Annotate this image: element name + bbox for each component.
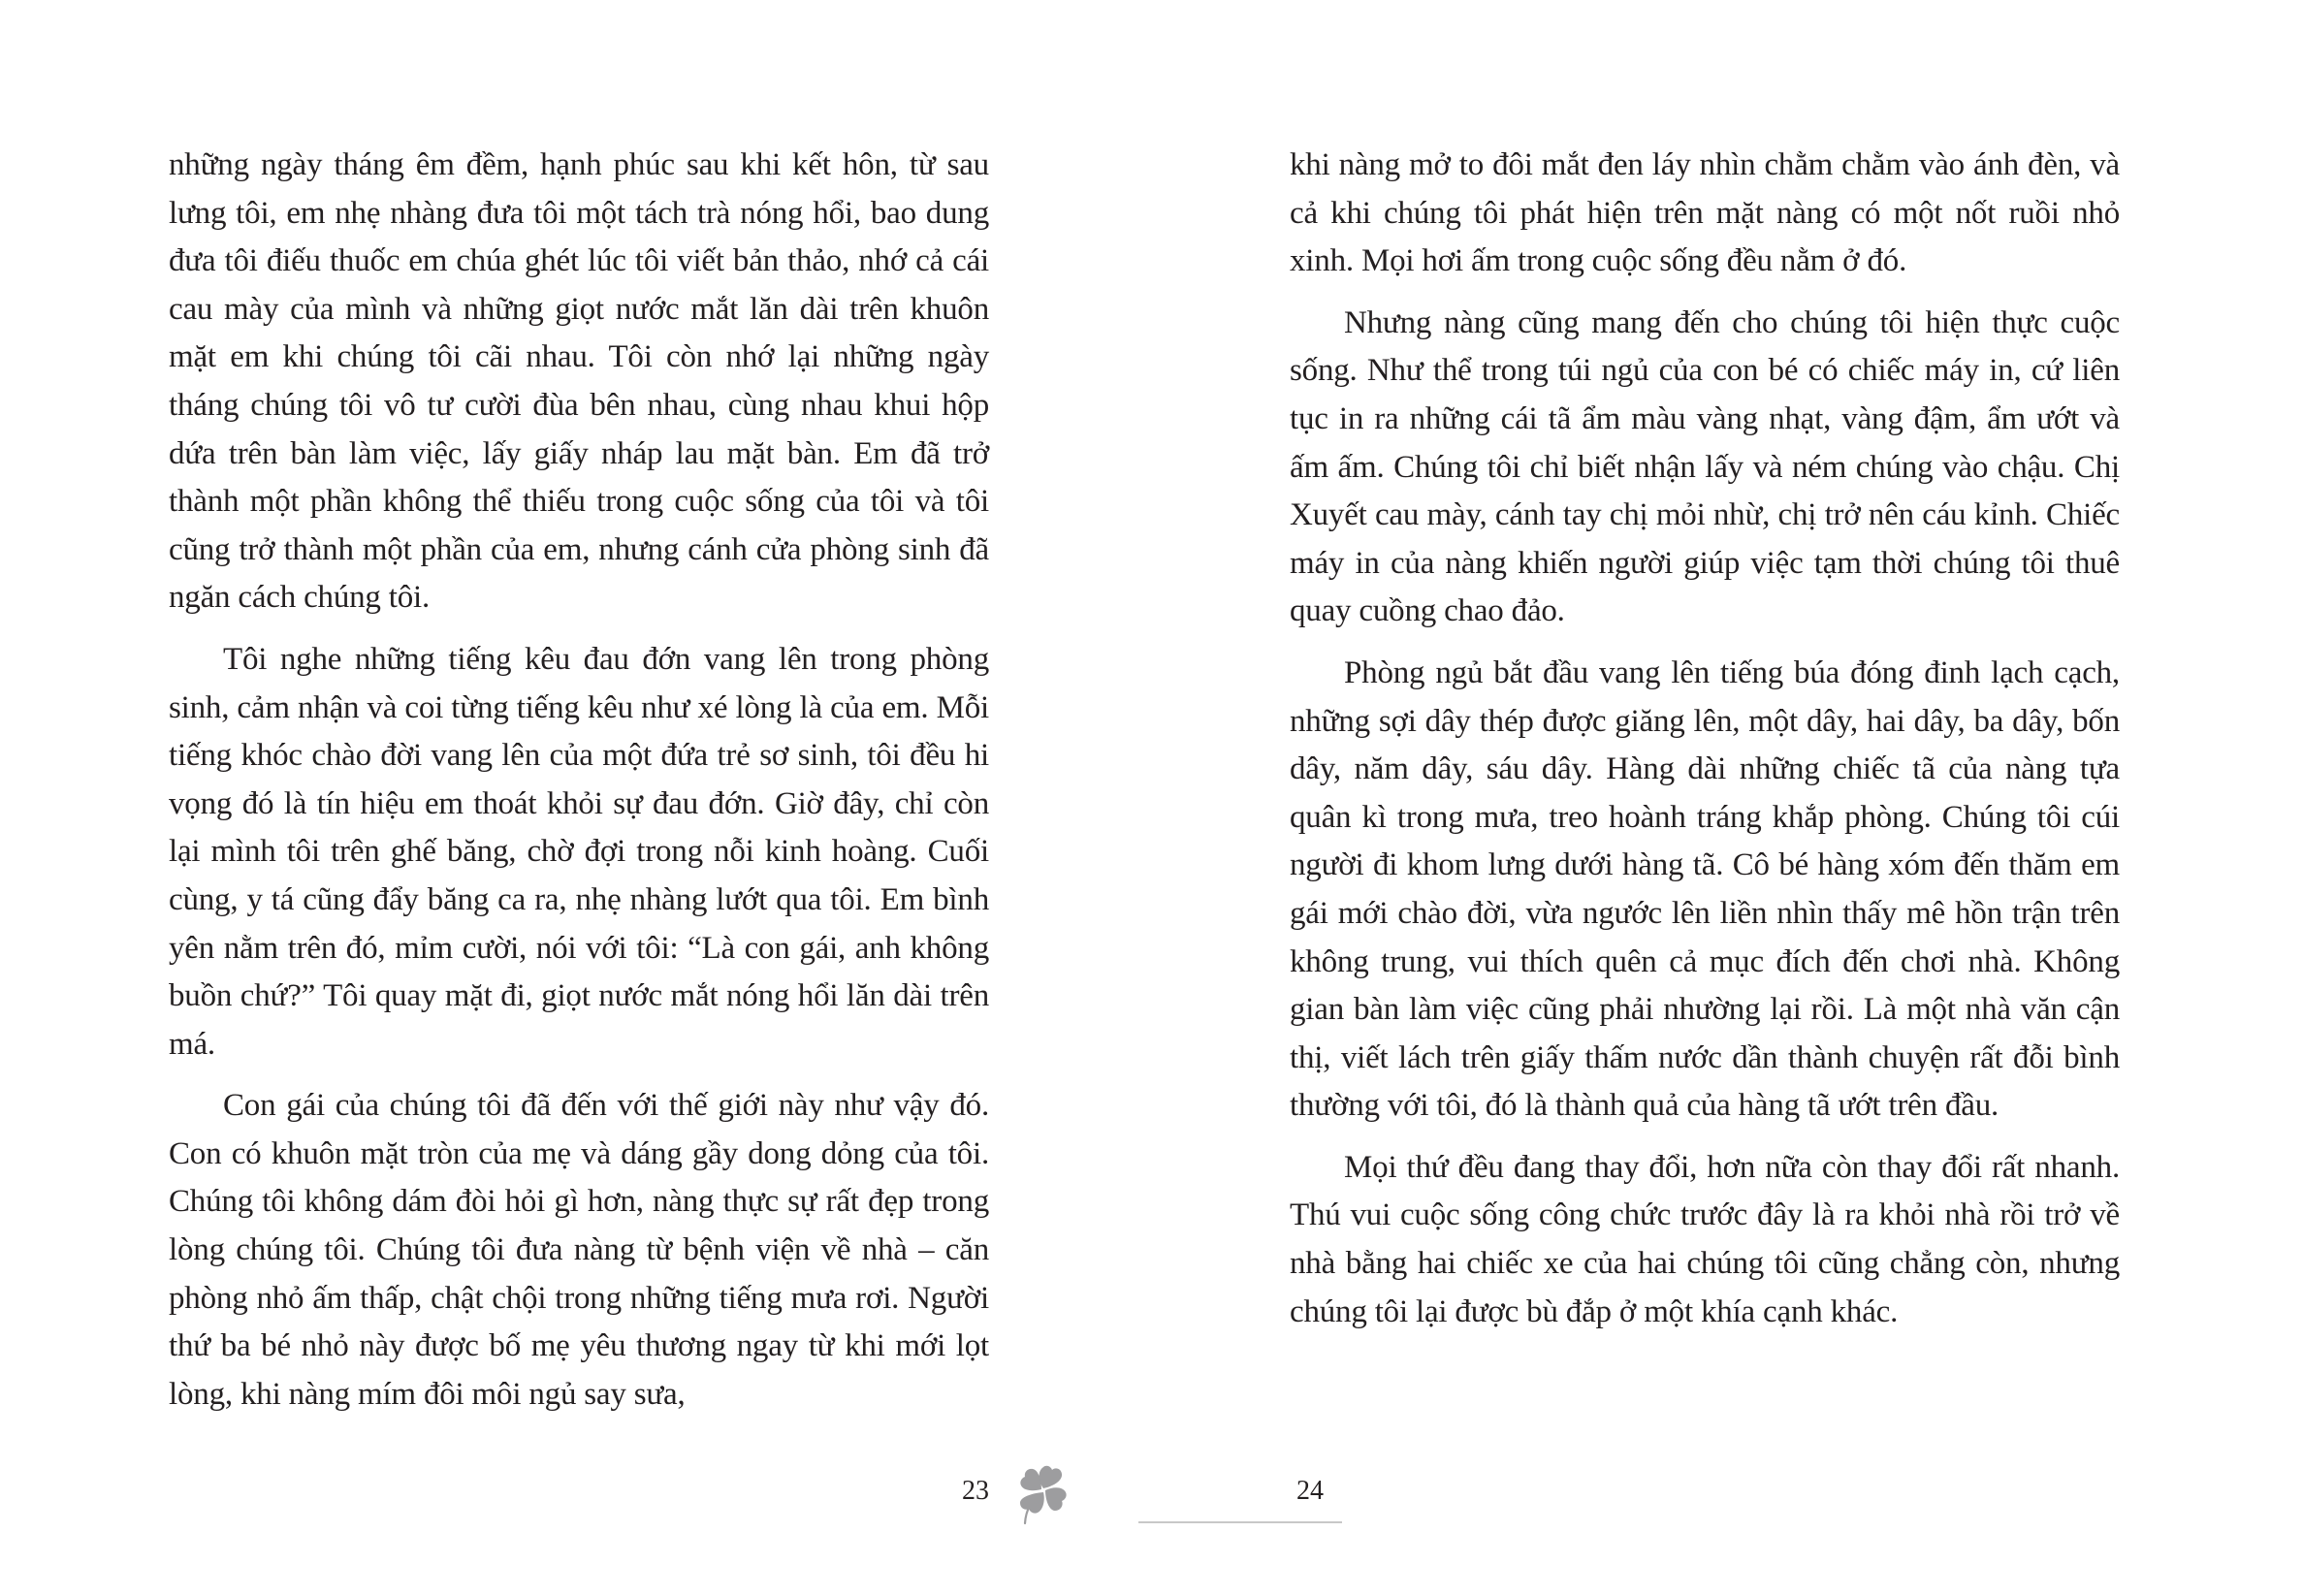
right-page	[1290, 142, 2120, 1350]
left-paragraph-1: những ngày tháng êm đềm, hạnh phúc sau khi kết hôn, từ sau lưng tôi, em nhẹ nhàng đưa tôi một tách trà nóng hổi, bao dung đưa tôi điếu thuốc em chúa ghét lúc tôi viết bản thảo, nhớ cả cái cau mày của mình và những giọt nước mắt lăn dài trên khuôn mặt em khi chúng tôi cãi nhau. Tôi còn nhớ lại những ngày tháng chúng tôi vô tư cười đùa bên nhau, cùng nhau khui hộp dứa trên bàn làm việc, lấy giấy nháp lau mặt bàn. Em đã trở thành một phần không thể thiếu trong cuộc sống của tôi và tôi cũng trở thành một phần của em, nhưng cánh cửa phòng sinh đã ngăn cách chúng tôi.	[169, 147, 989, 616]
right-paragraph-2: Nhưng nàng cũng mang đến cho chúng tôi hiện thực cuộc sống. Như thể trong túi ngủ của con bé có chiếc máy in, cứ liên tục in ra những cái tã ẩm màu vàng nhạt, vàng đậm, ẩm ướt và ấm ấm. Chúng tôi chỉ biết nhận lấy và ném chúng vào chậu. Chị Xuyết cau mày, cánh tay chị mỏi nhừ, chị trở nên cáu kỉnh. Chiếc máy in của nàng khiến người giúp việc tạm thời chúng tôi thuê quay cuồng chao đảo.	[1290, 304, 2120, 629]
left-paragraph-2: Tôi nghe những tiếng kêu đau đớn vang lên trong phòng sinh, cảm nhận và coi từng tiếng kêu như xé lòng là của em. Mỗi tiếng khóc chào đời vang lên của một đứa trẻ sơ sinh, tôi đều hi vọng đó là tín hiệu em thoát khỏi sự đau đớn. Giờ đây, chỉ còn lại mình tôi trên ghế băng, chờ đợi trong nỗi kinh hoàng. Cuối cùng, y tá cũng đẩy băng ca ra, nhẹ nhàng lướt qua tôi. Em bình yên nằm trên đó, mỉm cười, nói với tôi: “Là con gái, anh không buồn chứ?” Tôi quay mặt đi, giọt nước mắt nóng hổi lăn dài trên má.	[169, 641, 989, 1062]
right-paragraph-3: Phòng ngủ bắt đầu vang lên tiếng búa đóng đinh lạch cạch, những sợi dây thép được giăng lên, một dây, hai dây, ba dây, bốn dây, năm dây, sáu dây. Hàng dài những chiếc tã của nàng tựa quân kì trong mưa, treo hoành tráng khắp phòng. Chúng tôi cúi người đi khom lưng dưới hàng tã. Cô bé hàng xóm đến thăm em gái mới chào đời, vừa ngước lên liền nhìn thấy mê hồn trận trên không trung, vui thích quên cả mục đích đến chơi nhà. Không gian bàn làm việc cũng phải nhường lại rồi. Là một nhà văn cận thị, viết lách trên giấy thấm nước dần thành chuyện rất đỗi bình thường với tôi, đó là thành quả của hàng tã ướt trên đầu.	[1290, 654, 2120, 1124]
left-paragraph-3: Con gái của chúng tôi đã đến với thế giới này như vậy đó. Con có khuôn mặt tròn của mẹ và dáng gầy dong dỏng của tôi. Chúng tôi không dám đòi hỏi gì hơn, nàng thực sự rất đẹp trong lòng chúng tôi. Chúng tôi đưa nàng từ bệnh viện về nhà – căn phòng nhỏ ấm thấp, chật chội trong những tiếng mưa rơi. Người thứ ba bé nhỏ này được bố mẹ yêu thương ngay từ khi mới lọt lòng, khi nàng mím đôi môi ngủ say sưa,	[169, 1088, 989, 1412]
footer-rule	[1138, 1521, 1342, 1523]
right-paragraph-4: Mọi thứ đều đang thay đổi, hơn nữa còn thay đổi rất nhanh. Thú vui cuộc sống công chức trước đây là ra khỏi nhà rồi trở về nhà bằng hai chiếc xe của hai chúng tôi cũng chẳng còn, nhưng chúng tôi lại được bù đắp ở một khía cạnh khác.	[1290, 1149, 2120, 1329]
page-number-left: 23	[962, 1476, 989, 1506]
right-paragraph-1: khi nàng mở to đôi mắt đen láy nhìn chằm chằm vào ánh đèn, và cả khi chúng tôi phát hiện trên mặt nàng có một nốt ruồi nhỏ xinh. Mọi hơi ấm trong cuộc sống đều nằm ở đó.	[1290, 147, 2120, 279]
page-number-right: 24	[1296, 1476, 1324, 1506]
four-leaf-clover-icon	[1008, 1459, 1078, 1529]
left-page	[169, 142, 989, 1432]
